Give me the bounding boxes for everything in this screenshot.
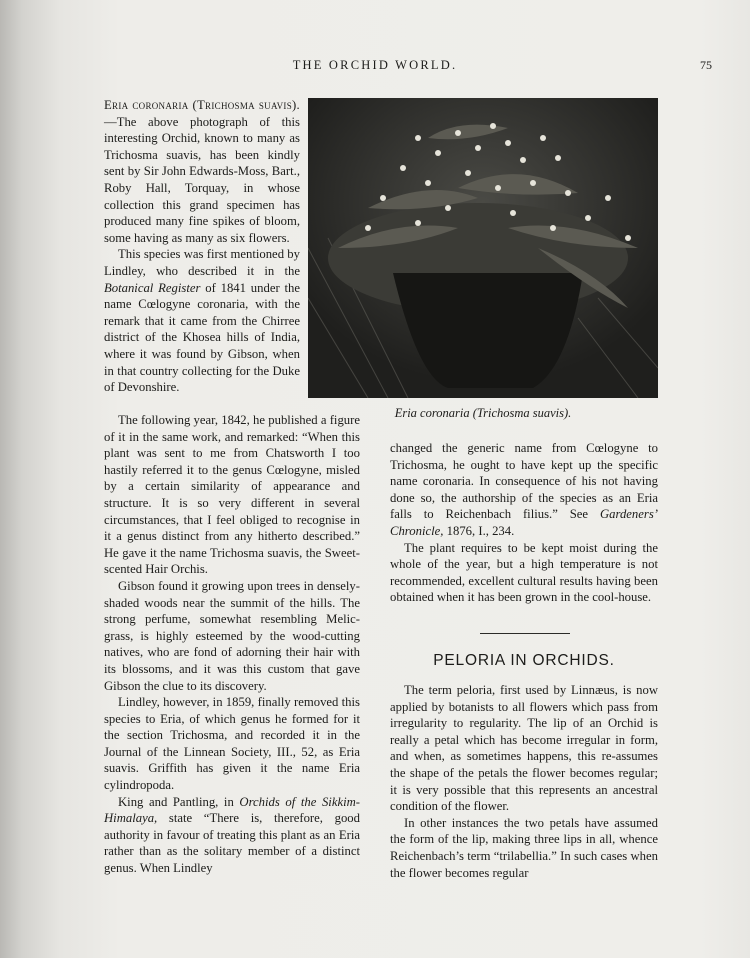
orchid-photo-illustration — [308, 98, 658, 398]
eria-paragraph-7: changed the generic name from Cœlogyne to Trichosma, he ought to have kept up the specific name coronaria. In consequence of his not having done so, the authorship of the species as an Eria falls to Reichenbach filius.” See Gardeners’ Chronicle, 1876, I., 234. — [390, 441, 658, 538]
peloria-column — [390, 682, 658, 881]
eria-paragraph-6: King and Pantling, in Orchids of the Sikkim-Himalaya, state “There is, therefore, good authority in favour of treating this plant as an Eria rather than as the solitary member of a distinct genus. When Lindley — [104, 794, 361, 876]
orchid-photograph — [308, 98, 658, 398]
eria-column-top — [104, 97, 300, 396]
eria-paragraph-1: Eria coronaria (Trichosma suavis).—The above photograph of this interesting Orchid, known to many as Trichosma suavis, has been kindly sent by Sir John Edwards-Moss, Bart., Roby Hall, Torquay, in whose collection this grand specimen has produced many fine spikes of bloom, some having as many as six flowers. — [104, 98, 300, 245]
eria-column-main — [104, 412, 360, 877]
eria-paragraph-2: This species was first mentioned by Lindley, who described it in the Botanical Register of 1841 under the name Cœlogyne coronaria, with the remark that it came from the Chirree district of the Khosea hills of India, where it was found by Gibson, when in that country collecting for the Duke of Devonshire. — [104, 247, 300, 395]
eria-paragraph-5: Lindley, however, in 1859, finally removed this species to Eria, of which genus he formed for it the section Trichosma, and recorded it in the Journal of the Linnean Society, III., 52, as Eria suavis. Griffith has given it the name Eria cylindropoda. — [104, 695, 360, 793]
peloria-paragraph-1: The term peloria, first used by Linnæus, is now applied by botanists to all flowers which pass from irregularity to regularity. The lip of an Orchid is really a petal which has become irregular in form, and when, as sometimes happens, this re-assumes the shape of the petals the flower becomes regular; it is very possible that this represents an ancestral condition of the flower. — [390, 683, 658, 814]
eria-column-continued — [390, 440, 658, 606]
peloria-title: PELORIA IN ORCHIDS. — [433, 652, 615, 669]
photo-caption: Eria coronaria (Trichosma suavis). — [394, 406, 572, 420]
eria-paragraph-4: Gibson found it growing upon trees in densely-shaded woods near the summit of the hills. The strong perfume, somewhat resembling Melic-grass, is highly esteemed by the wood-cutting natives, who are fond of adorning their hair with its blossoms, and it was this custom that gave Gibson the clue to its discovery. — [104, 578, 360, 693]
section-divider — [480, 633, 570, 634]
peloria-paragraph-2: In other instances the two petals have assumed the form of the lip, making three lips in all, whence Reichenbach’s term “trilabellia.” In such cases when the flower becomes regular — [390, 815, 658, 880]
running-head: THE ORCHID WORLD. — [292, 58, 458, 72]
page-number: 75 — [700, 58, 712, 72]
eria-lead-heading: Eria coronaria (Trichosma suavis). — [104, 98, 300, 112]
eria-paragraph-8: The plant requires to be kept moist during the whole of the year, but a high temperature is not recommended, excellent cultural results having been obtained when it has been grown in the cool-house. — [390, 540, 658, 605]
eria-paragraph-3: The following year, 1842, he published a figure of it in the same work, and remarked: “When this plant was sent to me from Chatsworth I too hastily referred it to the genus Cœlogyne, misled by a certain similarity of appearance and structure. It is so very different in several circumstances, that I feel obliged to recognise in it a genus distinct from any hitherto described.” He gave it the name Trichosma suavis, the Sweet-scented Hair Orchis. — [104, 413, 360, 577]
